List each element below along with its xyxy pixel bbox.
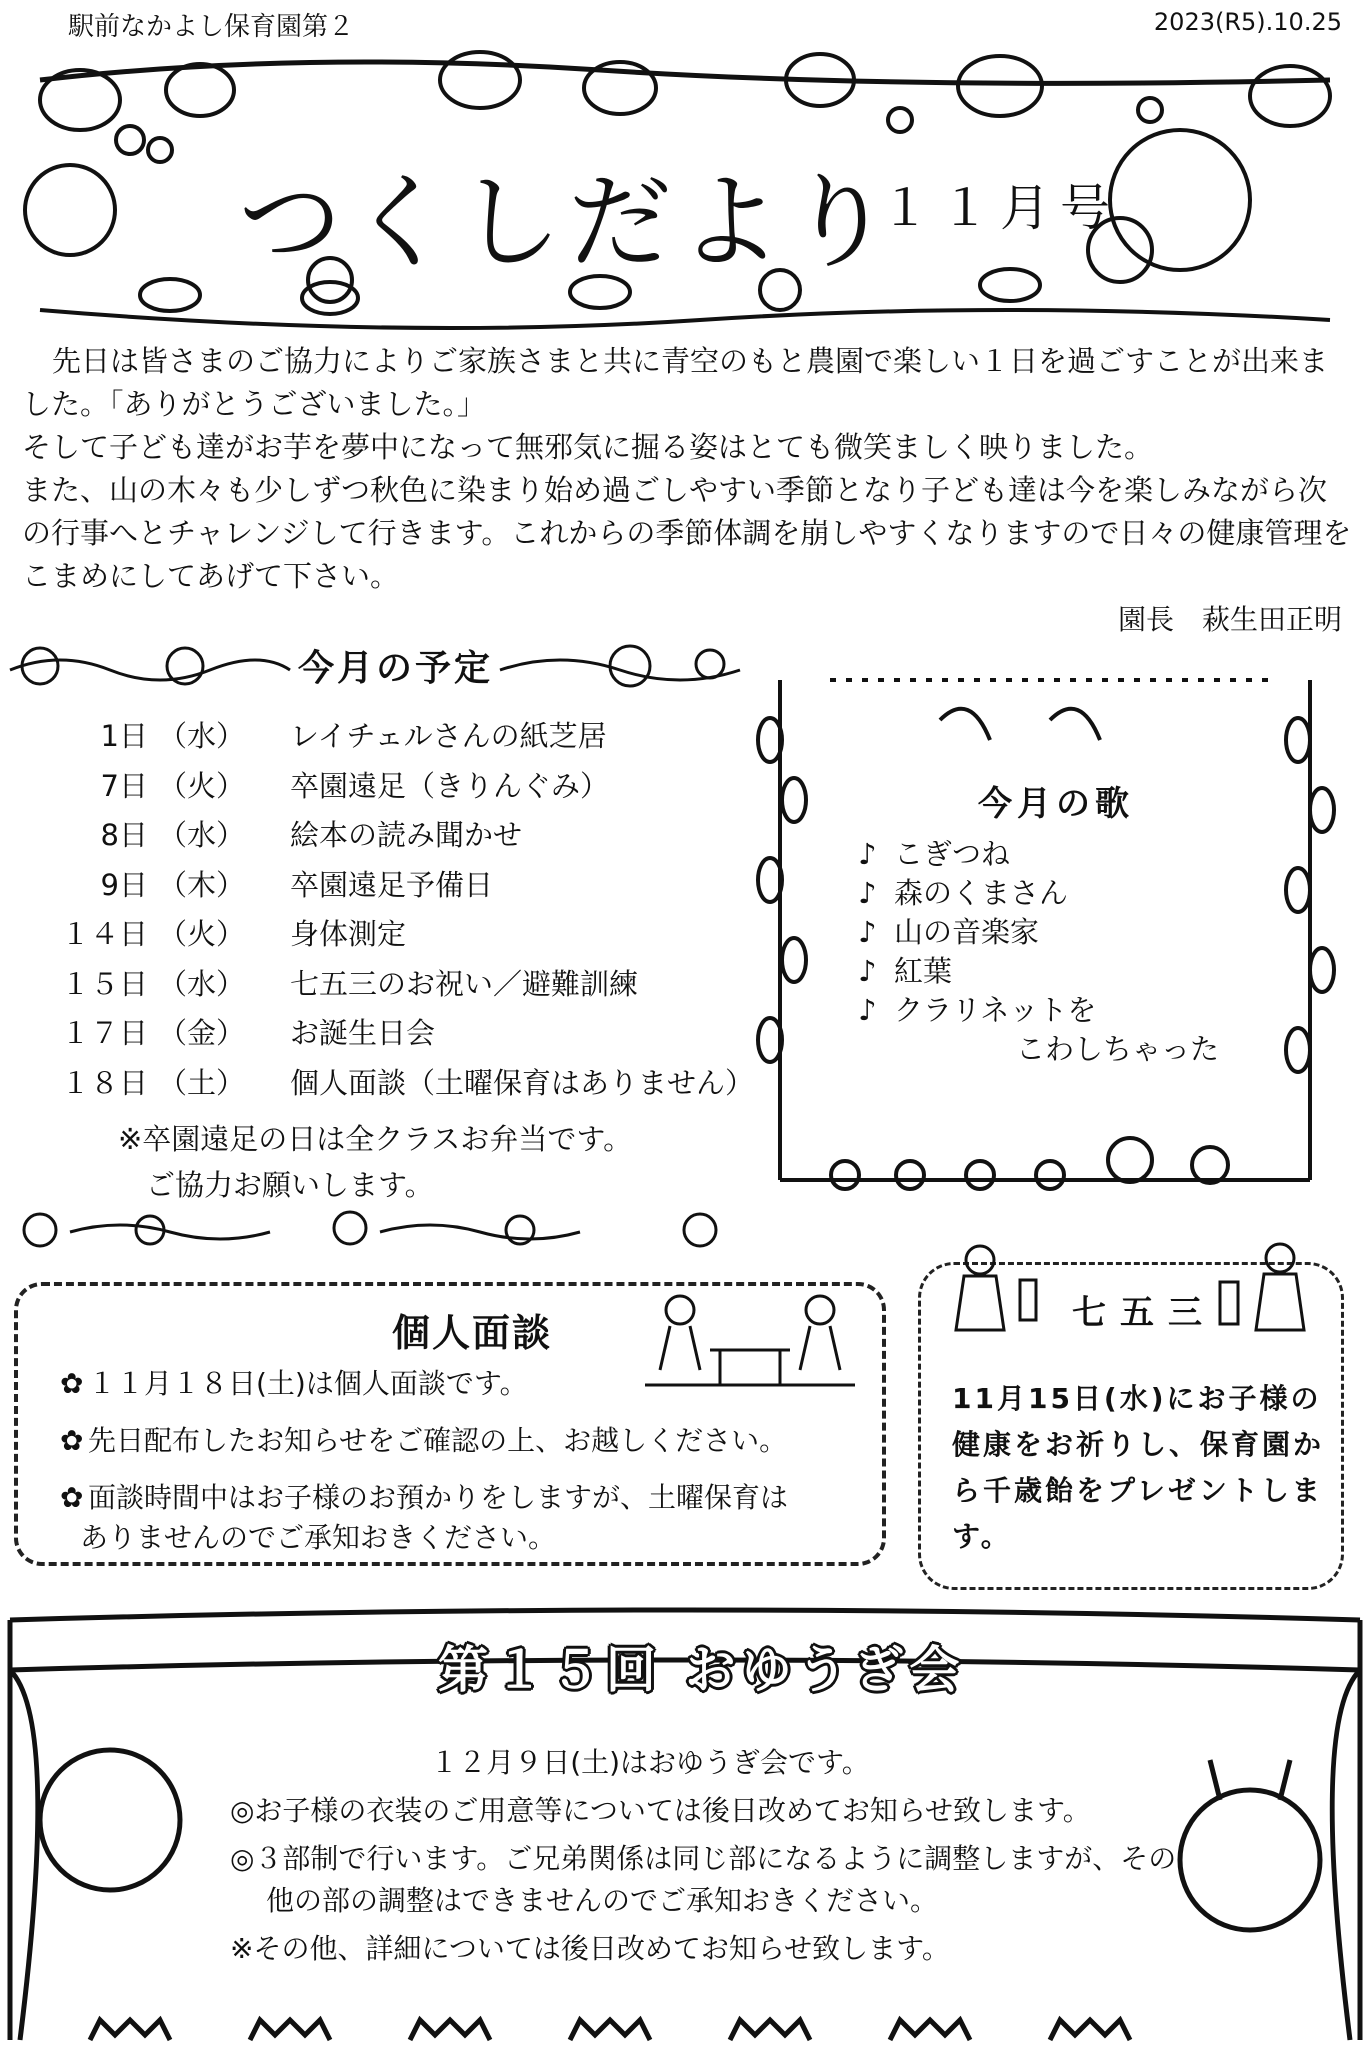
schedule-weekday: （水）: [158, 818, 246, 853]
interview-item: [60, 1421, 820, 1461]
interview-item-text: １１月１８日(土)は個人面談です。: [88, 1367, 528, 1400]
shichigosan-title: 七五三: [1072, 1293, 1216, 1333]
schedule-row: [40, 710, 754, 760]
song-title: 紅葉: [894, 954, 953, 988]
ouyugikai-line: ◎３部制で行います。ご兄弟関係は同じ部になるように調整しますが、その他の部の調整はできませんのでご承知おきください。: [230, 1842, 1177, 1917]
schedule-day: １５日: [60, 966, 148, 1001]
schedule-row: [40, 809, 754, 859]
schedule-day: １８日: [60, 1065, 148, 1100]
leaf-border-decoration: [0, 1210, 760, 1250]
intro-message: [22, 340, 1352, 598]
school-name: 駅前なかよし保育園第２: [68, 12, 355, 42]
schedule-event: 卒園遠足予備日: [290, 867, 494, 902]
schedule-event: 絵本の読み聞かせ: [290, 818, 523, 853]
music-note-icon: ♪: [858, 993, 877, 1027]
interview-item: [60, 1364, 820, 1404]
schedule-row: [40, 908, 754, 958]
song-title: こぎつね: [894, 837, 1011, 871]
schedule-day: 9日: [100, 867, 148, 902]
schedule-event: 身体測定: [290, 917, 407, 952]
interview-item-text: ありませんのでご承知おきください。: [80, 1521, 557, 1554]
flower-bullet-icon: ✿: [60, 1424, 84, 1457]
ouyugikai-title: 第１５回 おゆうぎ会: [438, 1641, 966, 1699]
schedule-day: １４日: [60, 917, 148, 952]
schedule-weekday: （金）: [158, 1016, 246, 1051]
music-note-icon: ♪: [858, 876, 877, 910]
schedule-day: １７日: [60, 1016, 148, 1051]
ouyugikai-line: １２月９日(土)はおゆうぎ会です。: [430, 1746, 870, 1779]
schedule-event: 七五三のお祝い／避難訓練: [290, 966, 639, 1001]
schedule-note-line: ※卒園遠足の日は全クラスお弁当です。: [118, 1122, 633, 1156]
interview-item-text: 先日配布したお知らせをご確認の上、お越しください。: [88, 1424, 788, 1457]
song-item: [858, 952, 1219, 991]
schedule-event: レイチェルさんの紙芝居: [290, 719, 607, 754]
flower-bullet-icon: ✿: [60, 1481, 84, 1514]
ouyugikai-line: ※その他、詳細については後日改めてお知らせ致します。: [230, 1932, 950, 1965]
principal-signature: 園長 萩生田正明: [1117, 603, 1342, 636]
ouyugikai-body: [230, 1742, 1190, 1976]
song-item: [858, 874, 1219, 913]
music-note-icon: ♪: [858, 837, 877, 871]
songs-title: 今月の歌: [978, 784, 1134, 824]
schedule-weekday: （火）: [158, 917, 246, 952]
interview-item: [60, 1478, 820, 1558]
schedule-weekday: （木）: [158, 867, 246, 902]
shichigosan-body: 11月15日(水)にお子様の健康をお祈りし、保育園から千歳飴をプレゼントします。: [952, 1382, 1325, 1553]
song-item: [858, 913, 1219, 952]
newsletter-title: つくしだより: [238, 161, 899, 283]
intro-paragraph: そして子ども達がお芋を夢中になって無邪気に掘る姿はとても微笑ましく映りました。: [22, 430, 1154, 464]
schedule-row: [40, 1057, 754, 1107]
issue-date: 2023(R5).10.25: [1153, 8, 1342, 36]
song-title: 森のくまさん: [894, 876, 1069, 910]
interview-item-text: 面談時間中はお子様のお預かりをしますが、土曜保育は: [88, 1481, 789, 1514]
schedule-row: [40, 1007, 754, 1057]
music-note-icon: ♪: [858, 915, 877, 949]
song-item: [858, 991, 1219, 1030]
schedule-day: 1日: [100, 719, 148, 754]
song-title: クラリネットを: [894, 993, 1097, 1027]
schedule-day: 8日: [100, 818, 148, 853]
schedule-row: [40, 958, 754, 1008]
interview-title: 個人面談: [392, 1311, 553, 1355]
schedule-title: 今月の予定: [298, 648, 494, 689]
intro-paragraph: 先日は皆さまのご協力によりご家族さまと共に青空のもと農園で楽しい１日を過ごすことが出来ました。「ありがとうございました。」: [22, 344, 1329, 421]
schedule-event: お誕生日会: [290, 1016, 436, 1051]
songs-list: [858, 835, 1219, 1069]
song-item: [858, 835, 1219, 874]
ouyugikai-line: ◎お子様の衣装のご用意等については後日改めてお知らせ致します。: [230, 1794, 1091, 1827]
flower-bullet-icon: ✿: [60, 1367, 84, 1400]
schedule-event: 卒園遠足（きりんぐみ）: [290, 768, 610, 803]
schedule-note: [118, 1116, 632, 1208]
schedule-note-line: ご協力お願いします。: [146, 1168, 434, 1202]
schedule-weekday: （火）: [158, 768, 246, 803]
schedule-list: [40, 710, 754, 1106]
music-note-icon: ♪: [858, 954, 877, 988]
schedule-row: [40, 760, 754, 810]
song-title-continuation: こわしちゃった: [1016, 1032, 1220, 1066]
schedule-weekday: （土）: [158, 1065, 246, 1100]
schedule-day: 7日: [100, 768, 148, 803]
schedule-weekday: （水）: [158, 966, 246, 1001]
schedule-weekday: （水）: [158, 719, 246, 754]
song-title: 山の音楽家: [894, 915, 1040, 949]
schedule-event: 個人面談（土曜保育はありません）: [290, 1065, 755, 1100]
issue-number: １１月号: [880, 179, 1120, 237]
intro-paragraph: また、山の木々も少しずつ秋色に染まり始め過ごしやすい季節となり子ども達は今を楽しみながら次の行事へとチャレンジして行きます。これからの季節体調を崩しやすくなりますので日々の健康管理をこまめにしてあげて下さい。: [22, 473, 1352, 593]
schedule-row: [40, 859, 754, 909]
